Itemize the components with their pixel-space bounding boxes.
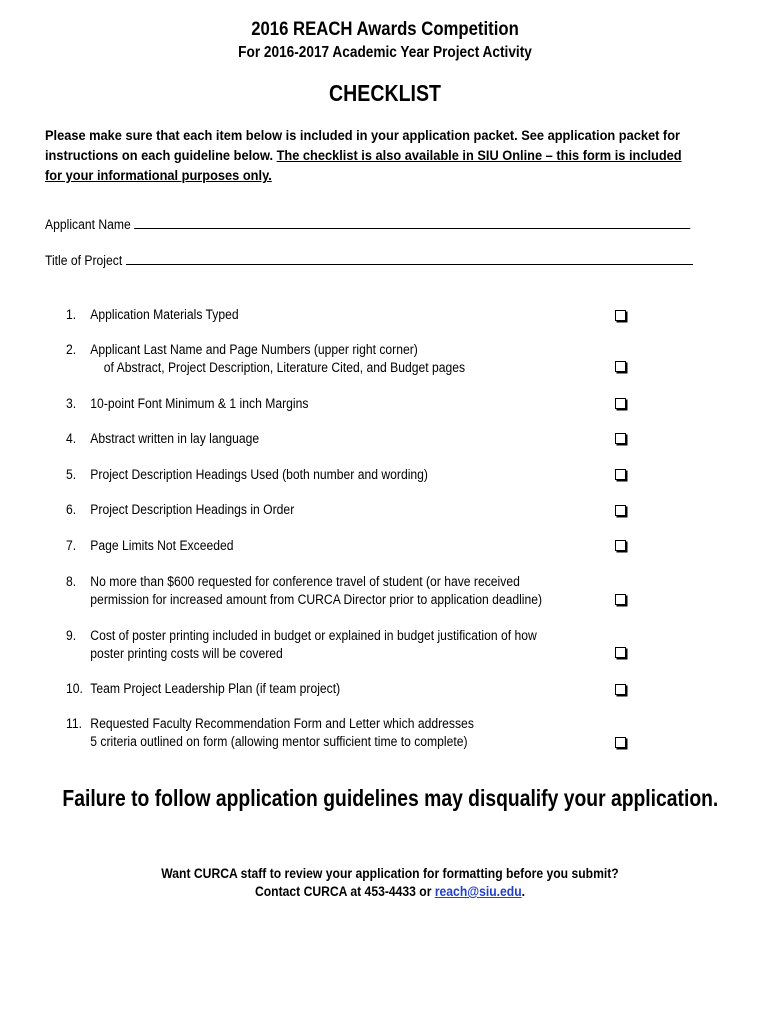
checklist-item-text: Applicant Last Name and Page Numbers (upper right corner) bbox=[90, 342, 418, 357]
checklist-checkbox[interactable] bbox=[615, 505, 626, 516]
checklist-item-number: 9. bbox=[66, 628, 77, 643]
page-title: 2016 REACH Awards Competition bbox=[251, 19, 519, 40]
checklist-checkbox[interactable] bbox=[615, 540, 626, 551]
checklist-checkbox[interactable] bbox=[615, 684, 626, 695]
applicant-name-field bbox=[45, 216, 691, 232]
checklist-item-text: 10-point Font Minimum & 1 inch Margins bbox=[90, 396, 309, 411]
checklist-item-text: Project Description Headings Used (both number and wording) bbox=[90, 467, 428, 482]
checklist-item bbox=[66, 395, 308, 413]
intro-line-3 bbox=[45, 165, 722, 185]
intro-line-2-plain: instructions on each guideline below. bbox=[45, 147, 277, 163]
contact-line bbox=[39, 884, 741, 899]
checklist-item-number: 3. bbox=[66, 396, 77, 411]
intro-line-3-underlined: for your informational purposes only. bbox=[45, 167, 272, 183]
checklist-checkbox[interactable] bbox=[615, 361, 626, 372]
contact-question: Want CURCA staff to review your application for formatting before you submit? bbox=[161, 866, 619, 881]
checklist-item bbox=[66, 715, 474, 751]
checklist-item-text: Cost of poster printing included in budget or explained in budget justification of how bbox=[90, 628, 537, 643]
checklist-checkbox[interactable] bbox=[615, 469, 626, 480]
contact-prefix: Contact CURCA at 453-4433 or bbox=[254, 884, 435, 899]
checklist-item bbox=[66, 573, 542, 609]
checklist-checkbox[interactable] bbox=[615, 398, 626, 409]
checklist-heading: CHECKLIST bbox=[329, 80, 441, 106]
checklist-item bbox=[66, 466, 428, 484]
checklist-item-number: 8. bbox=[66, 574, 77, 589]
checklist-item-text: No more than $600 requested for conference travel of student (or have received bbox=[90, 574, 520, 589]
checklist-item-text: 5 criteria outlined on form (allowing mentor sufficient time to complete) bbox=[90, 734, 468, 749]
warning-message: Failure to follow application guidelines may disqualify your application. bbox=[62, 785, 719, 811]
checklist-item-number: 4. bbox=[66, 431, 77, 446]
checklist-checkbox[interactable] bbox=[615, 310, 626, 321]
checklist-item-text: poster printing costs will be covered bbox=[90, 646, 283, 661]
page-subtitle: For 2016-2017 Academic Year Project Activity bbox=[238, 44, 532, 61]
intro-line-1: Please make sure that each item below is included in your application packet. See application packet for bbox=[45, 127, 681, 143]
checklist-item-number: 7. bbox=[66, 538, 77, 553]
project-title-field bbox=[45, 252, 693, 268]
project-title-label: Title of Project bbox=[45, 253, 123, 268]
checklist-item-number: 11. bbox=[66, 716, 82, 731]
checklist-item-text: Requested Faculty Recommendation Form and Letter which addresses bbox=[90, 716, 474, 731]
checklist-item-number: 1. bbox=[66, 307, 77, 322]
project-title-input[interactable] bbox=[126, 252, 693, 265]
checklist-item-text: Page Limits Not Exceeded bbox=[90, 538, 234, 553]
applicant-name-input[interactable] bbox=[134, 216, 690, 229]
checklist-item-text: permission for increased amount from CURCA Director prior to application deadline) bbox=[90, 592, 543, 607]
checklist-item bbox=[66, 680, 340, 698]
checklist-item bbox=[66, 501, 294, 519]
checklist-item-text: Application Materials Typed bbox=[90, 307, 239, 322]
intro-line-2-underlined: The checklist is also available in SIU Online – this form is included bbox=[276, 147, 682, 163]
applicant-name-label: Applicant Name bbox=[45, 217, 131, 232]
checklist-item bbox=[66, 341, 465, 377]
checklist-item-number: 2. bbox=[66, 342, 77, 357]
checklist-item-text: of Abstract, Project Description, Literature Cited, and Budget pages bbox=[103, 360, 466, 375]
checklist-item-text: Team Project Leadership Plan (if team project) bbox=[90, 681, 341, 696]
intro-line-2 bbox=[45, 145, 722, 165]
checklist-checkbox[interactable] bbox=[615, 737, 626, 748]
checklist-checkbox[interactable] bbox=[615, 647, 626, 658]
checklist-checkbox[interactable] bbox=[615, 433, 626, 444]
email-link[interactable]: reach@siu.edu bbox=[434, 884, 522, 899]
checklist-item bbox=[66, 306, 239, 324]
checklist-item-number: 6. bbox=[66, 502, 77, 517]
checklist-item bbox=[66, 430, 259, 448]
checklist-item bbox=[66, 537, 233, 555]
checklist-item-number: 5. bbox=[66, 467, 77, 482]
intro-instructions bbox=[45, 125, 722, 185]
checklist-item-number: 10. bbox=[66, 681, 83, 696]
checklist-item bbox=[66, 627, 537, 663]
contact-suffix: . bbox=[521, 884, 526, 899]
checklist-checkbox[interactable] bbox=[615, 594, 626, 605]
checklist-item-text: Project Description Headings in Order bbox=[90, 502, 295, 517]
checklist-item-text: Abstract written in lay language bbox=[90, 431, 260, 446]
